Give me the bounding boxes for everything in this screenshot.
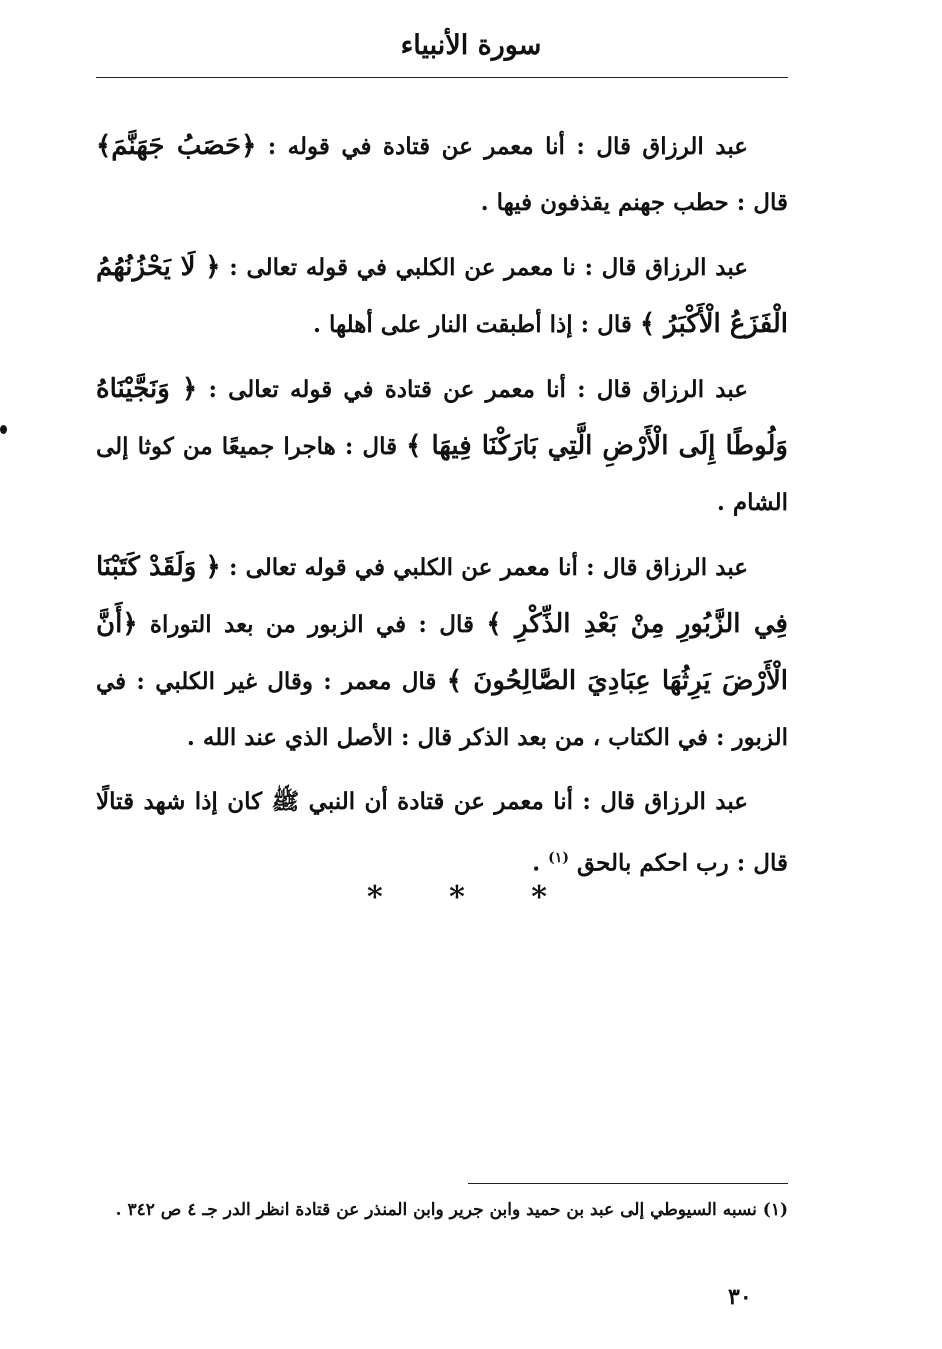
footnote-reference[interactable]: (١) xyxy=(548,850,569,866)
section-separator: * * * xyxy=(367,880,575,915)
paragraph-4 xyxy=(96,539,788,766)
paragraph-text: عبد الرزاق قال : أنا معمر عن قتادة في قوله تعالى : xyxy=(197,376,748,403)
paragraph-text: قال : في الزبور من بعد التوراة xyxy=(137,611,487,638)
main-text xyxy=(96,118,788,900)
quran-verse: ﴿حَصَبُ جَهَنَّمَ﴾ xyxy=(96,131,257,161)
paragraph-text: قال معمر : وقال غير الكلبي : في الزبور : في الكتاب ، من بعد الذكر قال : الأصل الذي عند الله . xyxy=(96,668,788,751)
paragraph-1 xyxy=(96,118,788,231)
page-number: ٣٠ xyxy=(728,1284,752,1310)
paragraph-text: عبد الرزاق قال : أنا معمر عن الكلبي في قوله تعالى : xyxy=(220,554,748,581)
paragraph-5 xyxy=(96,774,788,892)
paragraph-3 xyxy=(96,361,788,531)
quran-verse: ﴿أَنَّ الْأَرْضَ يَرِثُهَا عِبَادِيَ الصَّالِحُونَ ﴾ xyxy=(96,609,789,696)
quran-verse: ﴿ وَنَجَّيْنَاهُ وَلُوطًا إِلَى الْأَرْضِ الَّتِي بَارَكْنَا فِيهَا ﴾ xyxy=(96,374,788,461)
paragraph-text: عبد الرزاق قال : نا معمر عن الكلبي في قوله تعالى : xyxy=(220,254,748,281)
footnote-divider xyxy=(468,1183,788,1184)
scan-mark xyxy=(0,425,7,434)
paragraph-text: قال : هاجرا جميعًا من كوثا إلى الشام . xyxy=(96,433,788,516)
paragraph-2 xyxy=(96,239,788,353)
paragraph-text: عبد الرزاق قال : أنا معمر عن قتادة في قوله : xyxy=(256,133,748,160)
quran-verse: ﴿ وَلَقَدْ كَتَبْنَا فِي الزَّبُورِ مِنْ بَعْدِ الذِّكْرِ ﴾ xyxy=(96,552,788,639)
quran-verse: ﴿ لَا يَحْزُنُهُمُ الْفَزَعُ الْأَكْبَرُ ﴾ xyxy=(96,252,788,339)
footnote: (١) نسبه السيوطي إلى عبد بن حميد وابن جرير وابن المنذر عن قتادة انظر الدر جـ ٤ ص ٣٤٢ . xyxy=(115,1200,788,1220)
paragraph-text: عبد الرزاق قال : أنا معمر عن قتادة أن النبي ﷺ كان إذا شهد قتالًا قال : رب احكم بالحق xyxy=(96,788,788,877)
paragraph-text: . xyxy=(532,849,549,877)
paragraph-text: قال : إذا أطبقت النار على أهلها . xyxy=(313,311,640,338)
header-divider xyxy=(96,77,788,78)
surah-title: سورة الأنبياء xyxy=(400,30,542,61)
paragraph-text: قال : حطب جهنم يقذفون فيها . xyxy=(480,189,788,216)
